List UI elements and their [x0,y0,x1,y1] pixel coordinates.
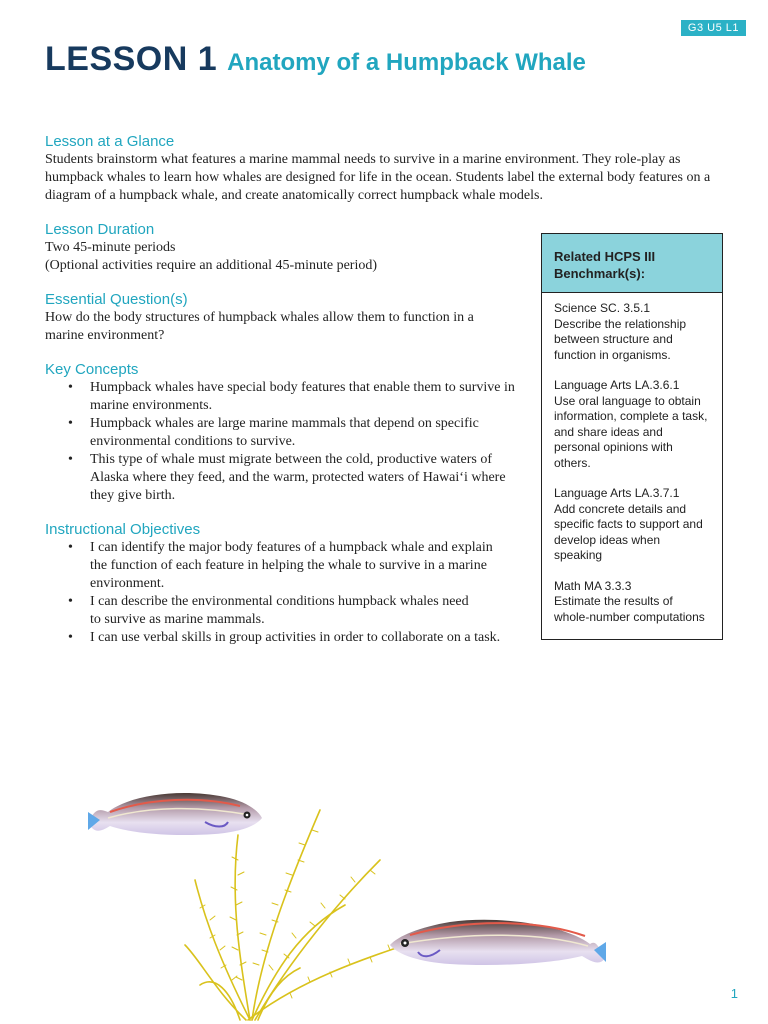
benchmark-text: Add concrete details and specific facts to support and develop ideas when speaking [554,501,703,562]
list-item: • Humpback whales have special body features that enable them to survive in marine environments. [90,379,530,415]
benchmark-code: Science SC. 3.5.1 [554,301,651,315]
benchmark-text: Use oral language to obtain information, complete a task, and share ideas and personal opinions with others. [554,393,708,470]
objectives-heading: Instructional Objectives [45,521,201,538]
lesson-label: LESSON 1 [45,40,218,78]
duration-line1: Two 45-minute periods [45,240,176,255]
duration-line2: (Optional activities require an additional 45-minute period) [45,258,378,273]
fish-illustration [390,920,606,965]
glance-heading: Lesson at a Glance [45,133,175,150]
question-text: How do the body structures of humpback whales allow them to function in a marine environment? [45,310,474,343]
question-heading: Essential Question(s) [45,291,188,308]
seaweed-illustration [185,810,420,1020]
unit-tag: G3 U5 L1 [681,20,746,36]
list-item: • Humpback whales are large marine mammals that depend on specific environmental conditions to survive. [90,415,530,451]
benchmark-code: Math MA 3.3.3 [554,578,632,593]
list-item: • I can describe the environmental conditions humpback whales need to survive as marine mammals. [90,593,480,629]
benchmark-code: Language Arts LA.3.6.1 [554,378,680,392]
glance-text: Students brainstorm what features a marine mammal needs to survive in a marine environment. They role-play as humpback whales to learn how whales are designed for life in the ocean. Students label the external body features on a diagram of a humpback whale, and create anatomically correct humpback whale models. [45,152,711,203]
concepts-heading: Key Concepts [45,361,139,378]
fish-illustration [88,793,262,835]
list-item: • This type of whale must migrate between the cold, productive waters of Alaska where they feed, and the warm, protected waters of Hawai‘i where they give birth. [90,451,530,505]
list-item: • I can use verbal skills in group activities in order to collaborate on a task. [90,629,590,647]
page-number: 1 [730,986,738,1001]
benchmark-code: Language Arts LA.3.7.1 [554,486,680,500]
list-item: • I can identify the major body features of a humpback whale and explain the function of each feature in helping the whale to survive in a marine environment. [90,539,510,593]
lesson-title: Anatomy of a Humpback Whale [227,49,586,76]
benchmark-text: Estimate the results of whole-number computations [554,594,705,624]
benchmark-text: Describe the relationship between structure and function in organisms. [554,316,687,362]
duration-heading: Lesson Duration [45,221,155,238]
benchmark-heading: Related HCPS III Benchmark(s): [542,234,722,293]
